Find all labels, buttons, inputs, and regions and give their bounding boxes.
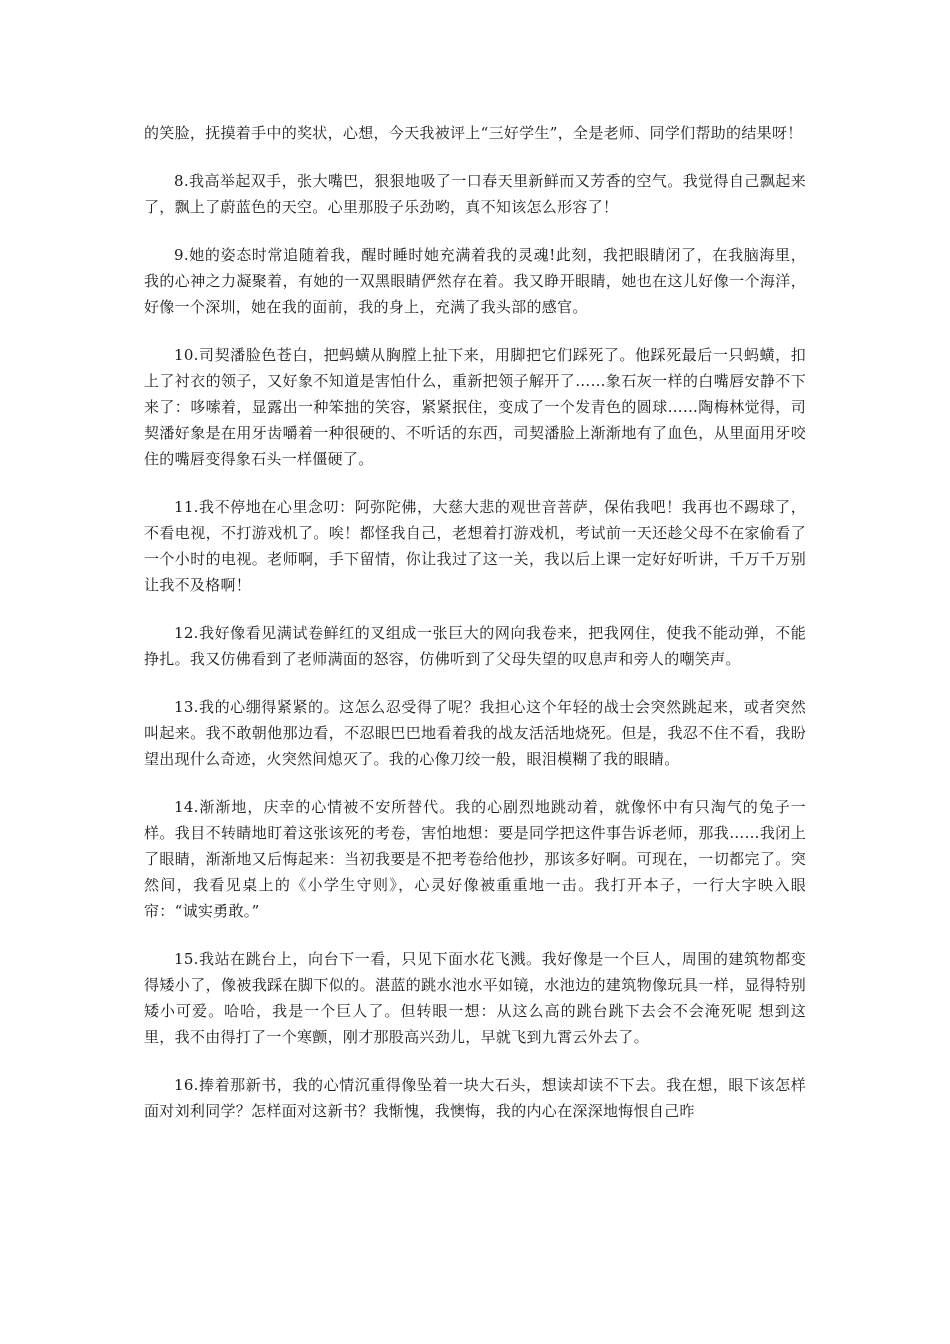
paragraph-16: 16.捧着那新书，我的心情沉重得像坠着一块大石头，想读却读不下去。我在想，眼下该怎样面对刘利同学？怎样面对这新书？我惭愧，我懊悔，我的内心在深深地悔恨自己昨 xyxy=(144,1076,806,1120)
paragraph-continuation: 的笑脸，抚摸着手中的奖状，心想，今天我被评上“三好学生”，全是老师、同学们帮助的结果呀！ xyxy=(144,124,803,142)
paragraph-15: 15.我站在跳台上，向台下一看，只见下面水花飞溅。我好像是一个巨人，周围的建筑物都变得矮小了，像被我踩在脚下似的。湛蓝的跳水池水平如镜，水池边的建筑物像玩具一样，显得特别矮小可爱。哈哈，我是一个巨人了。但转眼一想：从这么高的跳台跳下去会不会淹死呢 想到这里，我不由得打了一个寒颤，刚才那股高兴劲儿，早就飞到九霄云外去了。 xyxy=(144,950,806,1046)
paragraph-12: 12.我好像看见满试卷鲜红的叉组成一张巨大的网向我卷来，把我网住，使我不能动弹，不能挣扎。我又仿佛看到了老师满面的怒容，仿佛听到了父母失望的叹息声和旁人的嘲笑声。 xyxy=(144,624,806,668)
document-page xyxy=(144,120,806,1146)
paragraph-14: 14.渐渐地，庆幸的心情被不安所替代。我的心剧烈地跳动着，就像怀中有只淘气的兔子一样。我目不转睛地盯着这张该死的考卷，害怕地想：要是同学把这件事告诉老师，那我……我闭上了眼睛，渐渐地又后悔起来：当初我要是不把考卷给他抄，那该多好啊。可现在，一切都完了。突然间，我看见桌上的《小学生守则》，心灵好像被重重地一击。我打开本子，一行大字映入眼帘：“诚实勇敢。” xyxy=(144,798,806,920)
paragraph-13: 13.我的心绷得紧紧的。这怎么忍受得了呢？我担心这个年轻的战士会突然跳起来，或者突然叫起来。我不敢朝他那边看，不忍眼巴巴地看着我的战友活活地烧死。但是，我忍不住不看，我盼望出现什么奇迹，火突然间熄灭了。我的心像刀绞一般，眼泪模糊了我的眼睛。 xyxy=(144,698,806,768)
paragraph-11: 11.我不停地在心里念叨：阿弥陀佛，大慈大悲的观世音菩萨，保佑我吧！我再也不踢球了，不看电视，不打游戏机了。唉！都怪我自己，老想着打游戏机，考试前一天还趁父母不在家偷看了一个小时的电视。老师啊，手下留情，你让我过了这一关，我以后上课一定好好听讲，千万千万别让我不及格啊！ xyxy=(144,498,806,594)
paragraph-9: 9.她的姿态时常追随着我，醒时睡时她充满着我的灵魂!此刻，我把眼睛闭了，在我脑海里，我的心神之力凝聚着，有她的一双黑眼睛俨然存在着。我又睁开眼睛，她也在这儿好像一个海洋，好像一个深圳，她在我的面前，我的身上，充满了我头部的感官。 xyxy=(144,246,806,316)
paragraph-10: 10.司契潘脸色苍白，把蚂蟥从胸膛上扯下来，用脚把它们踩死了。他踩死最后一只蚂蟥，扣上了衬衣的领子，又好象不知道是害怕什么，重新把领子解开了……象石灰一样的白嘴唇安静不下来了：哆嗦着，显露出一种笨拙的笑容，紧紧抿住，变成了一个发青色的圆球……陶梅林觉得，司契潘好象是在用牙齿嚼着一种很硬的、不听话的东西，司契潘脸上渐渐地有了血色，从里面用牙咬住的嘴唇变得象石头一样僵硬了。 xyxy=(144,346,806,468)
paragraph-8: 8.我高举起双手，张大嘴巴，狠狠地吸了一口春天里新鲜而又芳香的空气。我觉得自己飘起来了，飘上了蔚蓝色的天空。心里那股子乐劲哟，真不知该怎么形容了！ xyxy=(144,172,806,216)
